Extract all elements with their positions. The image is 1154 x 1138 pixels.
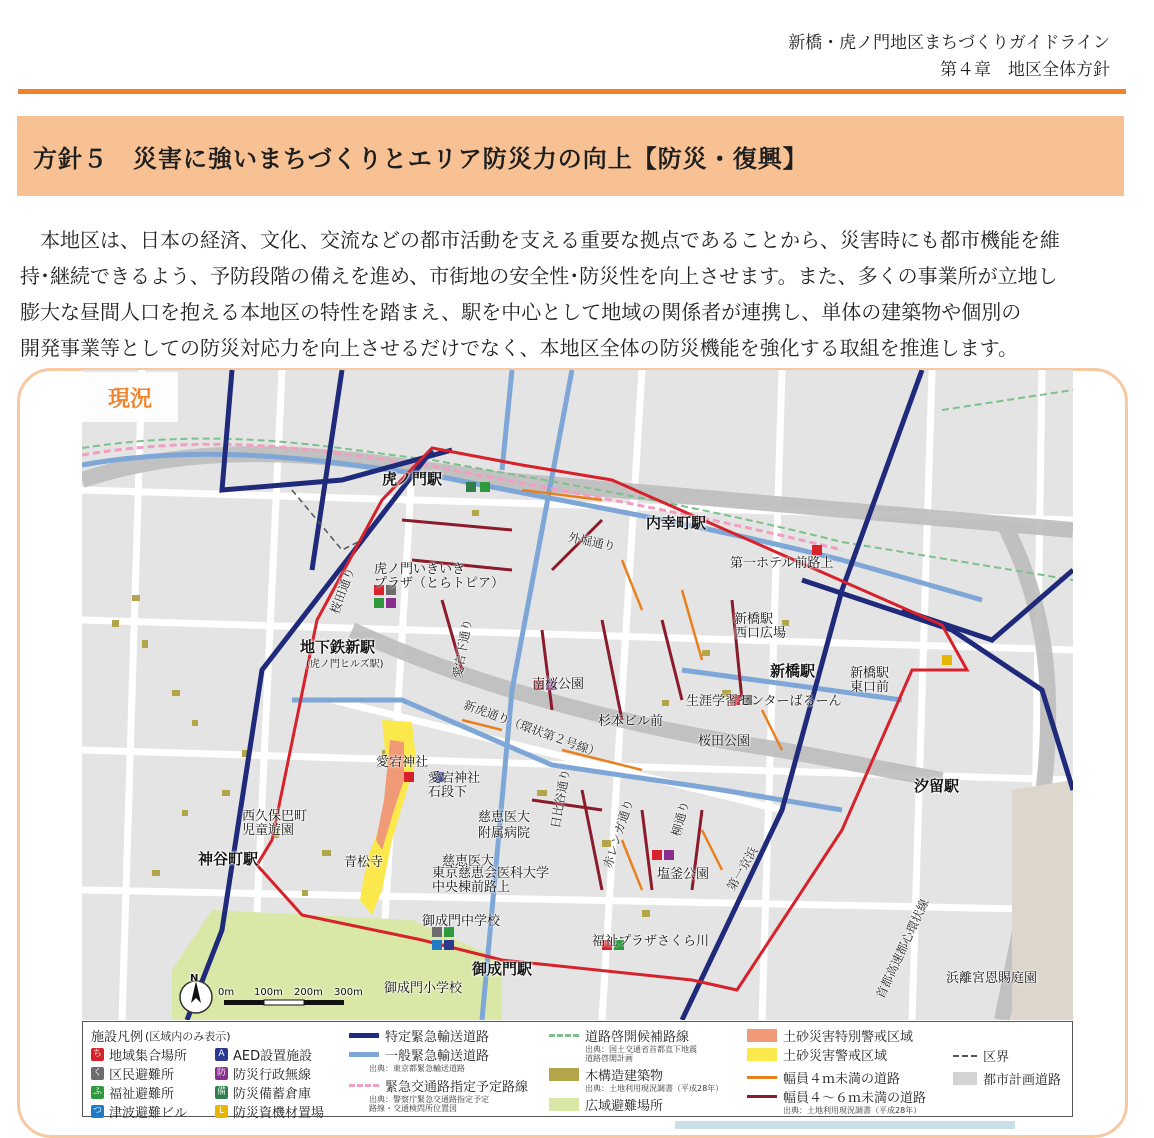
legend-evac-area: 広域避難場所 [585, 1099, 664, 1114]
warehouse-icon: 備 [216, 1087, 226, 1097]
label-shintora-road: 新虎通り（環状第２号線） [461, 697, 602, 761]
legend-equipment: 防災資機材置場 [233, 1106, 325, 1121]
scale-tick-100: 100m [254, 987, 283, 998]
section-label-current: 現況 [82, 372, 178, 422]
legend-closure-source: 出典：国土交通省首都直下地震 道路啓開計画 [585, 1045, 697, 1063]
label-toranomon-station: 虎ノ門駅 [382, 470, 443, 488]
label-shimbashi-station: 新橋駅 [770, 662, 816, 680]
legend-specified-route: 特定緊急輸送道路 [385, 1030, 490, 1045]
next-figure-edge [675, 1121, 1015, 1129]
label-shiogama-park: 塩釜公園 [657, 867, 710, 882]
label-onarimon-station: 御成門駅 [472, 960, 533, 978]
body-line-1: 本地区は、日本の経済、文化、交流などの都市活動を支える重要な拠点であることから、災害時にも都市機能を維 [40, 228, 1060, 252]
label-ikiiki-plaza: 虎ノ門いきいき プラザ（とらトピア） [374, 562, 505, 591]
label-atago-stone-steps: 愛宕神社 石段下 [428, 771, 481, 800]
legend-wooden: 木構造建築物 [585, 1069, 664, 1084]
specified-route-swatch [349, 1033, 379, 1038]
tsunami-building-icon: つ [92, 1106, 102, 1116]
label-akarenga-road: 赤レンガ通り [600, 797, 637, 870]
label-hamarikyu: 浜離宮恩賜庭園 [946, 971, 1038, 986]
legend-misc [953, 1046, 1061, 1088]
narrow46-swatch [747, 1095, 777, 1098]
legend-closure-route: 道路啓開候補路線 [585, 1030, 690, 1045]
label-new-subway-station: 地下鉄新駅 [300, 638, 376, 656]
welfare-shelter-icon: ふ [92, 1087, 102, 1097]
label-atago-shrine: 愛宕神社 [376, 755, 429, 770]
label-onarimon-es: 御成門小学校 [384, 981, 463, 996]
label-shimbashi-east: 新橋駅 東口前 [850, 666, 890, 695]
map-canvas [82, 370, 1073, 1020]
legend-routes-2 [549, 1026, 723, 1114]
sediment-swatch [747, 1048, 777, 1061]
legend-planned-road: 都市計画道路 [983, 1073, 1062, 1088]
evac-area-swatch [549, 1098, 579, 1111]
general-route-swatch [349, 1052, 379, 1057]
label-new-subway-sub: (虎ノ門ヒルズ駅) [306, 659, 384, 670]
narrow4-swatch [747, 1076, 777, 1079]
header-rule [18, 89, 1126, 94]
legend-wooden-source: 出典：土地利用現況調書（平成28年） [585, 1084, 724, 1093]
guideline-title: 新橋・虎ノ門地区まちづくりガイドライン [788, 33, 1110, 53]
label-hibiya-road: 日比谷通り [548, 767, 573, 830]
legend-general-route: 一般緊急輸送道路 [385, 1049, 490, 1064]
label-minamisakura-park: 南桜公園 [532, 677, 585, 692]
label-kamiyacho-station: 神谷町駅 [198, 850, 259, 868]
legend-radio: 防災行政無線 [233, 1068, 312, 1083]
legend-sediment-special: 土砂災害特別警戒区域 [783, 1030, 914, 1045]
policy-title: 方針５ 災害に強いまちづくりとエリア防災力の向上【防災・復興】 [33, 144, 808, 173]
legend-sediment: 土砂災害警戒区域 [783, 1049, 888, 1064]
legend-narrow-source: 出典：土地利用現況調書（平成28年） [783, 1106, 922, 1115]
body-line-3: 膨大な昼間人口を抱える本地区の特性を踏まえ、駅を中心として地域の関係者が連携し、単体の建築物や個別の [20, 300, 1022, 324]
label-seishoji: 青松寺 [344, 855, 384, 870]
legend-narrow46: 幅員４～６ｍ未満の道路 [783, 1091, 927, 1106]
assembly-point-icon: ち [92, 1049, 102, 1059]
label-fukushi-plaza: 福祉プラザさくら川 [592, 934, 710, 949]
document-header [788, 30, 1110, 84]
label-yanagi-road: 柳通り [669, 799, 692, 838]
radio-icon: 防 [216, 1068, 226, 1078]
legend-boundary: 区界 [983, 1050, 1010, 1065]
legend-traffic-source: 出典：警察庁緊急交通路指定予定 路線・交通検問所位置図 [369, 1095, 489, 1113]
sediment-special-swatch [747, 1029, 777, 1042]
legend-evac-shelter: 区民避難所 [109, 1068, 175, 1083]
label-sugimoto-building: 杉本ビル前 [598, 714, 664, 729]
equipment-icon: L [215, 1105, 228, 1118]
disaster-map [82, 370, 1073, 1020]
legend-assembly-point: 地域集合場所 [109, 1049, 188, 1064]
legend-general-source: 出典：東京都緊急輸送道路 [369, 1064, 465, 1073]
label-sakurada-road: 桜田通り [327, 565, 358, 616]
label-daiichi-keihin: 第一京浜 [724, 844, 761, 894]
aed-icon: A [215, 1048, 228, 1061]
label-sakurada-park: 桜田公園 [698, 734, 751, 749]
boundary-swatch [953, 1055, 977, 1057]
legend-title-note: (区域内のみ表示) [145, 1029, 231, 1043]
legend-narrow4: 幅員４ｍ未満の道路 [783, 1072, 901, 1087]
north-label: N [190, 973, 199, 984]
label-learning-center: 生涯学習センターばるーん [686, 694, 842, 709]
label-jikei-chuo: 東京慈恵会医科大学 中央棟前路上 [432, 866, 550, 895]
legend-welfare-shelter: 福祉避難所 [109, 1087, 175, 1102]
label-jikei-hospital: 慈恵医大 附属病院 [478, 810, 531, 841]
legend-traffic-route: 緊急交通路指定予定路線 [385, 1080, 529, 1095]
evac-shelter-icon: く [92, 1068, 102, 1078]
legend-hazard [747, 1026, 926, 1115]
chapter-title: 第４章 地区全体方針 [940, 60, 1110, 80]
label-sotobori-road: 外堀通り [566, 530, 617, 554]
scale-tick-200: 200m [294, 987, 323, 998]
label-daiichi-hotel: 第一ホテル前路上 [730, 556, 834, 571]
wooden-swatch [549, 1068, 579, 1081]
map-legend [82, 1021, 1073, 1121]
body-paragraph [20, 222, 1132, 366]
body-line-2: 持･継続できるよう、予防段階の備えを進め、市街地の安全性･防災性を向上させます。また、多くの事業所が立地し [20, 264, 1058, 288]
body-line-4: 開発事業等としての防災対応力を向上させるだけでなく、本地区全体の防災機能を強化する取組を推進します。 [20, 336, 1018, 360]
legend-aed: AED設置施設 [233, 1049, 313, 1064]
label-nishikubo-park: 西久保巴町 児童遊園 [242, 809, 308, 838]
legend-warehouse: 防災備蓄倉庫 [233, 1087, 312, 1102]
label-shiodome-station: 汐留駅 [914, 777, 960, 795]
legend-routes [349, 1026, 528, 1113]
label-onarimon-jhs: 御成門中学校 [422, 914, 501, 929]
label-shimbashi-west-plaza: 新橋駅 西口広場 [734, 612, 787, 641]
traffic-route-swatch [349, 1084, 379, 1087]
planned-road-swatch [953, 1072, 977, 1085]
label-expressway: 首都高速都心環状線 [873, 896, 932, 1001]
legend-facilities [91, 1026, 345, 1121]
label-uchisaiwaicho-station: 内幸町駅 [646, 514, 707, 532]
policy-banner [17, 116, 1124, 196]
closure-route-swatch [549, 1034, 579, 1037]
legend-tsunami-building: 津波避難ビル [109, 1106, 188, 1121]
scale-tick-300: 300m [334, 987, 363, 998]
label-jikei: 慈恵医大 [442, 854, 495, 869]
legend-title: 施設凡例 [91, 1030, 144, 1045]
scale-tick-0: 0m [218, 987, 235, 998]
label-atagoshita-road: 愛宕下通り [450, 617, 475, 680]
